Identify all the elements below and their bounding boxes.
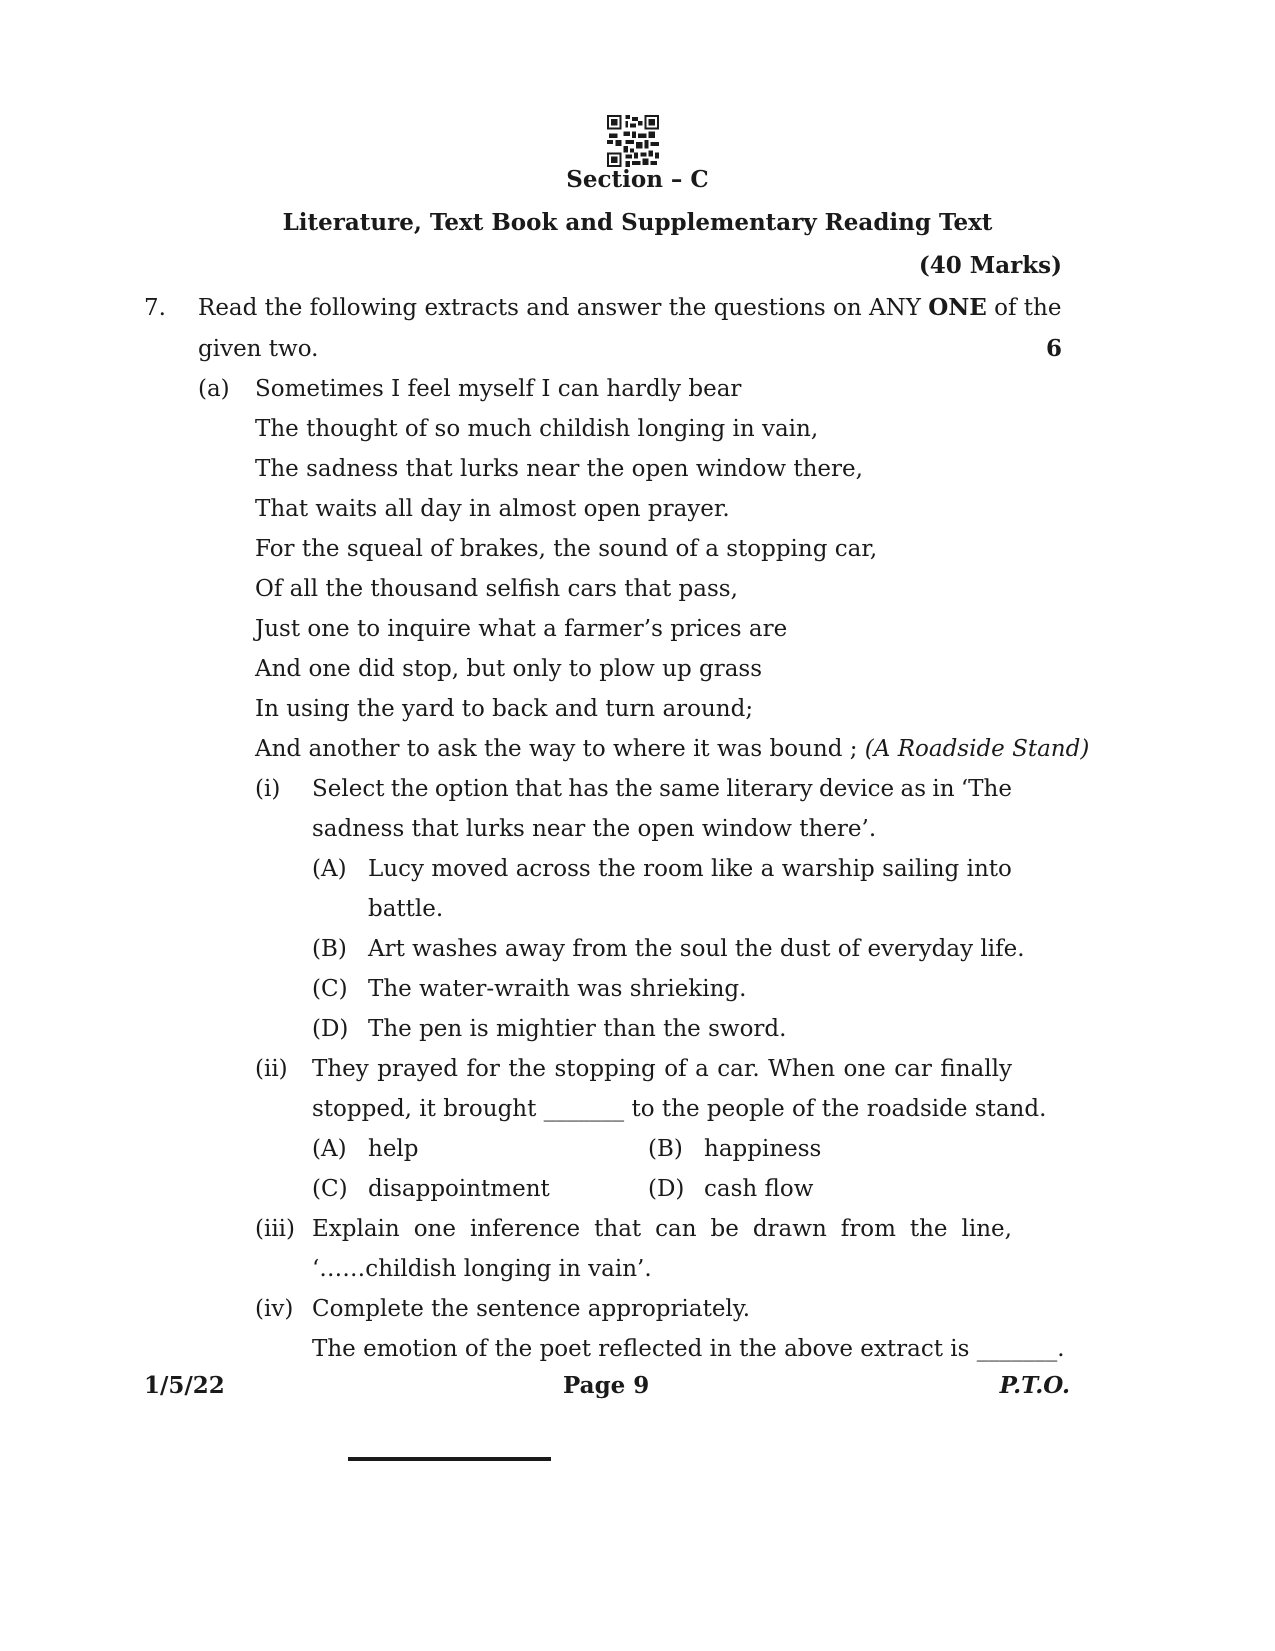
word: finally (940, 1056, 1012, 1082)
option-label: (B) (648, 1136, 683, 1162)
word: one (413, 1216, 456, 1242)
section-marks: (40 Marks) (918, 252, 1062, 279)
word: in (932, 776, 955, 802)
word: has (568, 776, 609, 802)
word: sailing (882, 856, 960, 882)
stem-text-pre: Read the following extracts and answer the questions on ANY (198, 295, 921, 321)
stem-text-post: of the (994, 295, 1062, 321)
word: a (695, 1056, 709, 1082)
word: for (466, 1056, 500, 1082)
word: device (818, 776, 895, 802)
word: into (966, 856, 1012, 882)
subq-iv-line2: The emotion of the poet reflected in the above extract is _______. (312, 1336, 1065, 1362)
word: car. (717, 1056, 760, 1082)
page-number: Page 9 (563, 1372, 650, 1399)
word: of (664, 1056, 687, 1082)
subq-label: (iv) (255, 1296, 294, 1322)
pto-label: P.T.O. (999, 1372, 1070, 1399)
word: as (900, 776, 927, 802)
section-title: Section – C (566, 166, 709, 193)
subq-ii-line2: stopped, it brought _______ to the people of the roadside stand. (312, 1096, 1047, 1122)
question-number: 7. (144, 295, 166, 321)
option-a-line2: battle. (368, 896, 444, 922)
subq-iii-line1 (312, 1215, 1012, 1243)
option-text: The pen is mightier than the sword. (368, 1016, 787, 1042)
poem-line: That waits all day in almost open prayer. (255, 496, 730, 522)
option-text: cash flow (704, 1176, 814, 1202)
word: the (508, 1056, 547, 1082)
word: moved (431, 856, 509, 882)
poem-source: (A Roadside Stand) (864, 736, 1090, 762)
part-label: (a) (198, 376, 230, 402)
word: one (843, 1056, 886, 1082)
word: stopping (554, 1056, 656, 1082)
word: like (710, 856, 754, 882)
question-stem-line1 (198, 294, 1062, 322)
word: Lucy (368, 856, 424, 882)
subq-iii-line2: ‘……childish longing in vain’. (312, 1256, 652, 1282)
word: same (659, 776, 721, 802)
option-text: help (368, 1136, 419, 1162)
word: drawn (752, 1216, 827, 1242)
stem-text-bold: ONE (928, 294, 987, 321)
option-label: (A) (312, 856, 347, 882)
option-label: (A) (312, 1136, 347, 1162)
word: ‘The (960, 776, 1012, 802)
poem-line: The thought of so much childish longing in vain, (255, 416, 819, 442)
word: room (643, 856, 704, 882)
word: When (768, 1056, 836, 1082)
word: inference (469, 1216, 581, 1242)
word: a (760, 856, 775, 882)
subq-label: (ii) (255, 1056, 288, 1082)
option-label: (C) (312, 1176, 348, 1202)
option-text: disappointment (368, 1176, 550, 1202)
option-text: The water-wraith was shrieking. (368, 976, 747, 1002)
option-text: Art washes away from the soul the dust of everyday life. (368, 936, 1025, 962)
poem-line: In using the yard to back and turn around; (255, 696, 754, 722)
poem-last-line (255, 735, 1089, 763)
subq-iv-line1: Complete the sentence appropriately. (312, 1296, 751, 1322)
word: be (710, 1216, 739, 1242)
subq-i-line1 (312, 775, 1012, 803)
option-label: (D) (312, 1016, 349, 1042)
word: warship (781, 856, 875, 882)
poem-line: The sadness that lurks near the open window there, (255, 456, 863, 482)
subq-label: (iii) (255, 1216, 296, 1242)
option-label: (C) (312, 976, 348, 1002)
option-label: (D) (648, 1176, 685, 1202)
word: prayed (377, 1056, 459, 1082)
word: the (598, 856, 636, 882)
subq-i-line2: sadness that lurks near the open window there’. (312, 816, 877, 842)
poem-line: For the squeal of brakes, the sound of a stopping car, (255, 536, 878, 562)
section-subtitle: Literature, Text Book and Supplementary Reading Text (282, 209, 993, 236)
question-marks: 6 (1045, 335, 1062, 362)
option-a-line1 (368, 855, 1012, 883)
footer-rule (348, 1457, 551, 1461)
poem-line: Of all the thousand selfish cars that pass, (255, 576, 738, 602)
poem-line: And one did stop, but only to plow up grass (255, 656, 763, 682)
poem-line: Just one to inquire what a farmer’s prices are (255, 616, 788, 642)
word: that (515, 776, 563, 802)
qr-code (607, 115, 659, 167)
word: the (390, 776, 429, 802)
word: from (840, 1216, 896, 1242)
word: option (434, 776, 509, 802)
subq-ii-line1 (312, 1055, 1012, 1083)
word: can (655, 1216, 697, 1242)
word: the (615, 776, 653, 802)
word: car (894, 1056, 932, 1082)
word: Explain (312, 1216, 400, 1242)
question-stem-line2: given two. (198, 336, 319, 362)
word: the (909, 1216, 948, 1242)
subq-label: (i) (255, 776, 281, 802)
word: line, (961, 1216, 1012, 1242)
word: across (515, 856, 591, 882)
word: literary (726, 776, 813, 802)
option-text: happiness (704, 1136, 822, 1162)
option-label: (B) (312, 936, 347, 962)
word: They (312, 1056, 369, 1082)
poem-line: Sometimes I feel myself I can hardly bear (255, 376, 742, 402)
poem-line: And another to ask the way to where it was bound ; (255, 736, 858, 762)
paper-code: 1/5/22 (144, 1372, 225, 1399)
word: that (594, 1216, 642, 1242)
word: Select (312, 776, 385, 802)
